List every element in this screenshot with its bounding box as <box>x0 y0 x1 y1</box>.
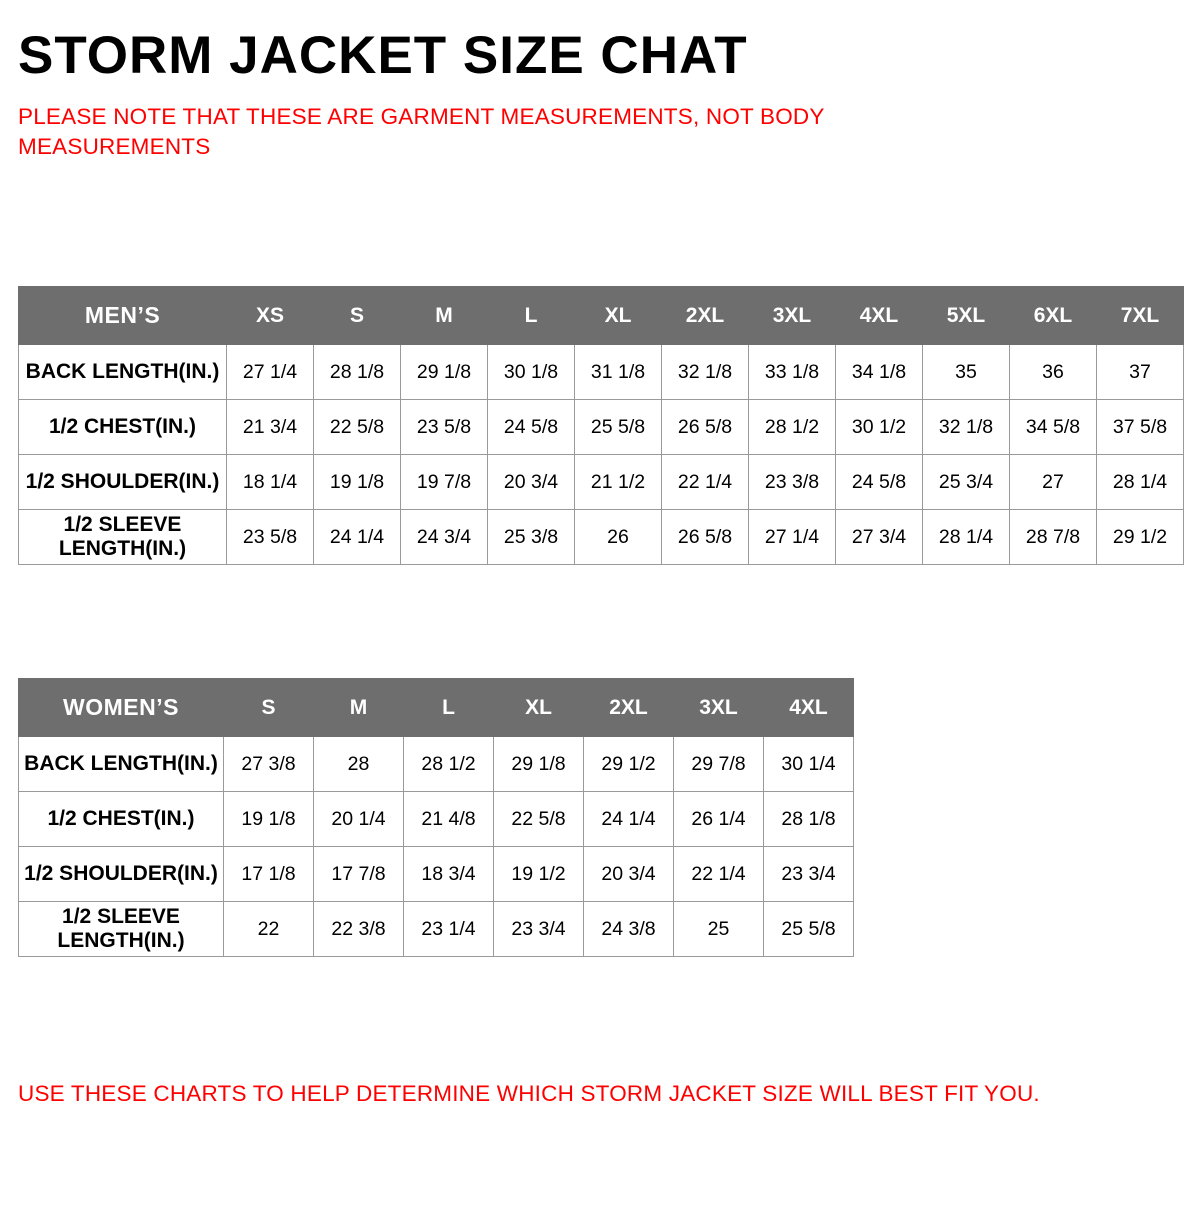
table-cell: 27 1/4 <box>749 510 836 565</box>
table-cell: 28 1/2 <box>404 737 494 792</box>
row-label: BACK LENGTH(IN.) <box>19 737 224 792</box>
womens-corner-label: WOMEN’S <box>19 679 224 737</box>
table-cell: 37 5/8 <box>1097 400 1184 455</box>
column-header: S <box>314 287 401 345</box>
table-cell: 30 1/2 <box>836 400 923 455</box>
size-chart-page <box>0 28 1200 1228</box>
womens-table-container <box>18 678 854 957</box>
table-cell: 32 1/8 <box>923 400 1010 455</box>
table-cell: 19 1/8 <box>314 455 401 510</box>
table-cell: 28 <box>314 737 404 792</box>
mens-corner-label: MEN’S <box>19 287 227 345</box>
table-cell: 23 1/4 <box>404 902 494 957</box>
row-label: 1/2 SHOULDER(IN.) <box>19 847 224 902</box>
footer-note: USE THESE CHARTS TO HELP DETERMINE WHICH STORM JACKET SIZE WILL BEST FIT YOU. <box>18 1081 1040 1106</box>
table-cell: 18 3/4 <box>404 847 494 902</box>
table-cell: 25 5/8 <box>764 902 854 957</box>
table-cell: 28 7/8 <box>1010 510 1097 565</box>
table-cell: 28 1/4 <box>1097 455 1184 510</box>
table-cell: 22 3/8 <box>314 902 404 957</box>
table-cell: 17 7/8 <box>314 847 404 902</box>
column-header: 2XL <box>662 287 749 345</box>
table-cell: 25 3/4 <box>923 455 1010 510</box>
table-cell: 23 3/8 <box>749 455 836 510</box>
table-cell: 24 5/8 <box>836 455 923 510</box>
row-label: 1/2 SLEEVE LENGTH(IN.) <box>19 510 227 565</box>
column-header: XL <box>575 287 662 345</box>
table-cell: 28 1/2 <box>749 400 836 455</box>
table-cell: 20 3/4 <box>584 847 674 902</box>
table-cell: 25 3/8 <box>488 510 575 565</box>
table-cell: 34 1/8 <box>836 345 923 400</box>
table-cell: 29 1/2 <box>1097 510 1184 565</box>
table-cell: 27 <box>1010 455 1097 510</box>
table-row <box>19 792 854 847</box>
table-cell: 18 1/4 <box>227 455 314 510</box>
column-header: M <box>314 679 404 737</box>
womens-size-table <box>18 678 854 957</box>
table-cell: 29 1/8 <box>401 345 488 400</box>
table-cell: 21 3/4 <box>227 400 314 455</box>
column-header: S <box>224 679 314 737</box>
table-cell: 19 1/2 <box>494 847 584 902</box>
table-cell: 28 1/8 <box>314 345 401 400</box>
column-header: XL <box>494 679 584 737</box>
table-header-row <box>19 679 854 737</box>
column-header: 3XL <box>674 679 764 737</box>
table-cell: 23 3/4 <box>764 847 854 902</box>
table-cell: 24 1/4 <box>584 792 674 847</box>
column-header: 4XL <box>764 679 854 737</box>
row-label: BACK LENGTH(IN.) <box>19 345 227 400</box>
column-header: 2XL <box>584 679 674 737</box>
table-cell: 22 1/4 <box>662 455 749 510</box>
row-label: 1/2 SHOULDER(IN.) <box>19 455 227 510</box>
table-cell: 25 5/8 <box>575 400 662 455</box>
table-cell: 22 <box>224 902 314 957</box>
table-cell: 26 5/8 <box>662 510 749 565</box>
table-cell: 32 1/8 <box>662 345 749 400</box>
table-cell: 19 7/8 <box>401 455 488 510</box>
column-header: 4XL <box>836 287 923 345</box>
table-cell: 26 1/4 <box>674 792 764 847</box>
table-cell: 24 1/4 <box>314 510 401 565</box>
table-header-row <box>19 287 1184 345</box>
table-row <box>19 400 1184 455</box>
table-cell: 22 5/8 <box>494 792 584 847</box>
table-cell: 21 4/8 <box>404 792 494 847</box>
table-cell: 29 7/8 <box>674 737 764 792</box>
table-row <box>19 345 1184 400</box>
page-title: STORM JACKET SIZE CHAT <box>18 26 748 85</box>
table-cell: 33 1/8 <box>749 345 836 400</box>
table-row <box>19 847 854 902</box>
table-cell: 30 1/8 <box>488 345 575 400</box>
column-header: M <box>401 287 488 345</box>
table-cell: 28 1/4 <box>923 510 1010 565</box>
table-cell: 17 1/8 <box>224 847 314 902</box>
table-cell: 20 3/4 <box>488 455 575 510</box>
table-cell: 23 5/8 <box>401 400 488 455</box>
table-cell: 22 5/8 <box>314 400 401 455</box>
table-row <box>19 902 854 957</box>
column-header: L <box>404 679 494 737</box>
table-cell: 26 <box>575 510 662 565</box>
column-header: L <box>488 287 575 345</box>
table-cell: 31 1/8 <box>575 345 662 400</box>
row-label: 1/2 CHEST(IN.) <box>19 792 224 847</box>
table-cell: 23 5/8 <box>227 510 314 565</box>
row-label: 1/2 SLEEVE LENGTH(IN.) <box>19 902 224 957</box>
table-cell: 22 1/4 <box>674 847 764 902</box>
table-cell: 29 1/2 <box>584 737 674 792</box>
column-header: 5XL <box>923 287 1010 345</box>
mens-size-table <box>18 286 1184 565</box>
table-cell: 27 3/4 <box>836 510 923 565</box>
table-cell: 30 1/4 <box>764 737 854 792</box>
table-row <box>19 510 1184 565</box>
table-cell: 35 <box>923 345 1010 400</box>
table-cell: 24 3/4 <box>401 510 488 565</box>
column-header: 7XL <box>1097 287 1184 345</box>
garment-measurement-note: PLEASE NOTE THAT THESE ARE GARMENT MEASUREMENTS, NOT BODY MEASUREMENTS <box>18 103 825 160</box>
column-header: XS <box>227 287 314 345</box>
row-label: 1/2 CHEST(IN.) <box>19 400 227 455</box>
table-cell: 27 3/8 <box>224 737 314 792</box>
table-cell: 36 <box>1010 345 1097 400</box>
table-cell: 23 3/4 <box>494 902 584 957</box>
table-cell: 29 1/8 <box>494 737 584 792</box>
table-cell: 21 1/2 <box>575 455 662 510</box>
table-cell: 19 1/8 <box>224 792 314 847</box>
column-header: 6XL <box>1010 287 1097 345</box>
table-cell: 25 <box>674 902 764 957</box>
table-cell: 34 5/8 <box>1010 400 1097 455</box>
table-cell: 26 5/8 <box>662 400 749 455</box>
mens-table-container <box>18 286 1184 565</box>
table-row <box>19 737 854 792</box>
table-row <box>19 455 1184 510</box>
table-cell: 37 <box>1097 345 1184 400</box>
table-cell: 24 3/8 <box>584 902 674 957</box>
table-cell: 20 1/4 <box>314 792 404 847</box>
table-cell: 27 1/4 <box>227 345 314 400</box>
column-header: 3XL <box>749 287 836 345</box>
table-cell: 24 5/8 <box>488 400 575 455</box>
table-cell: 28 1/8 <box>764 792 854 847</box>
